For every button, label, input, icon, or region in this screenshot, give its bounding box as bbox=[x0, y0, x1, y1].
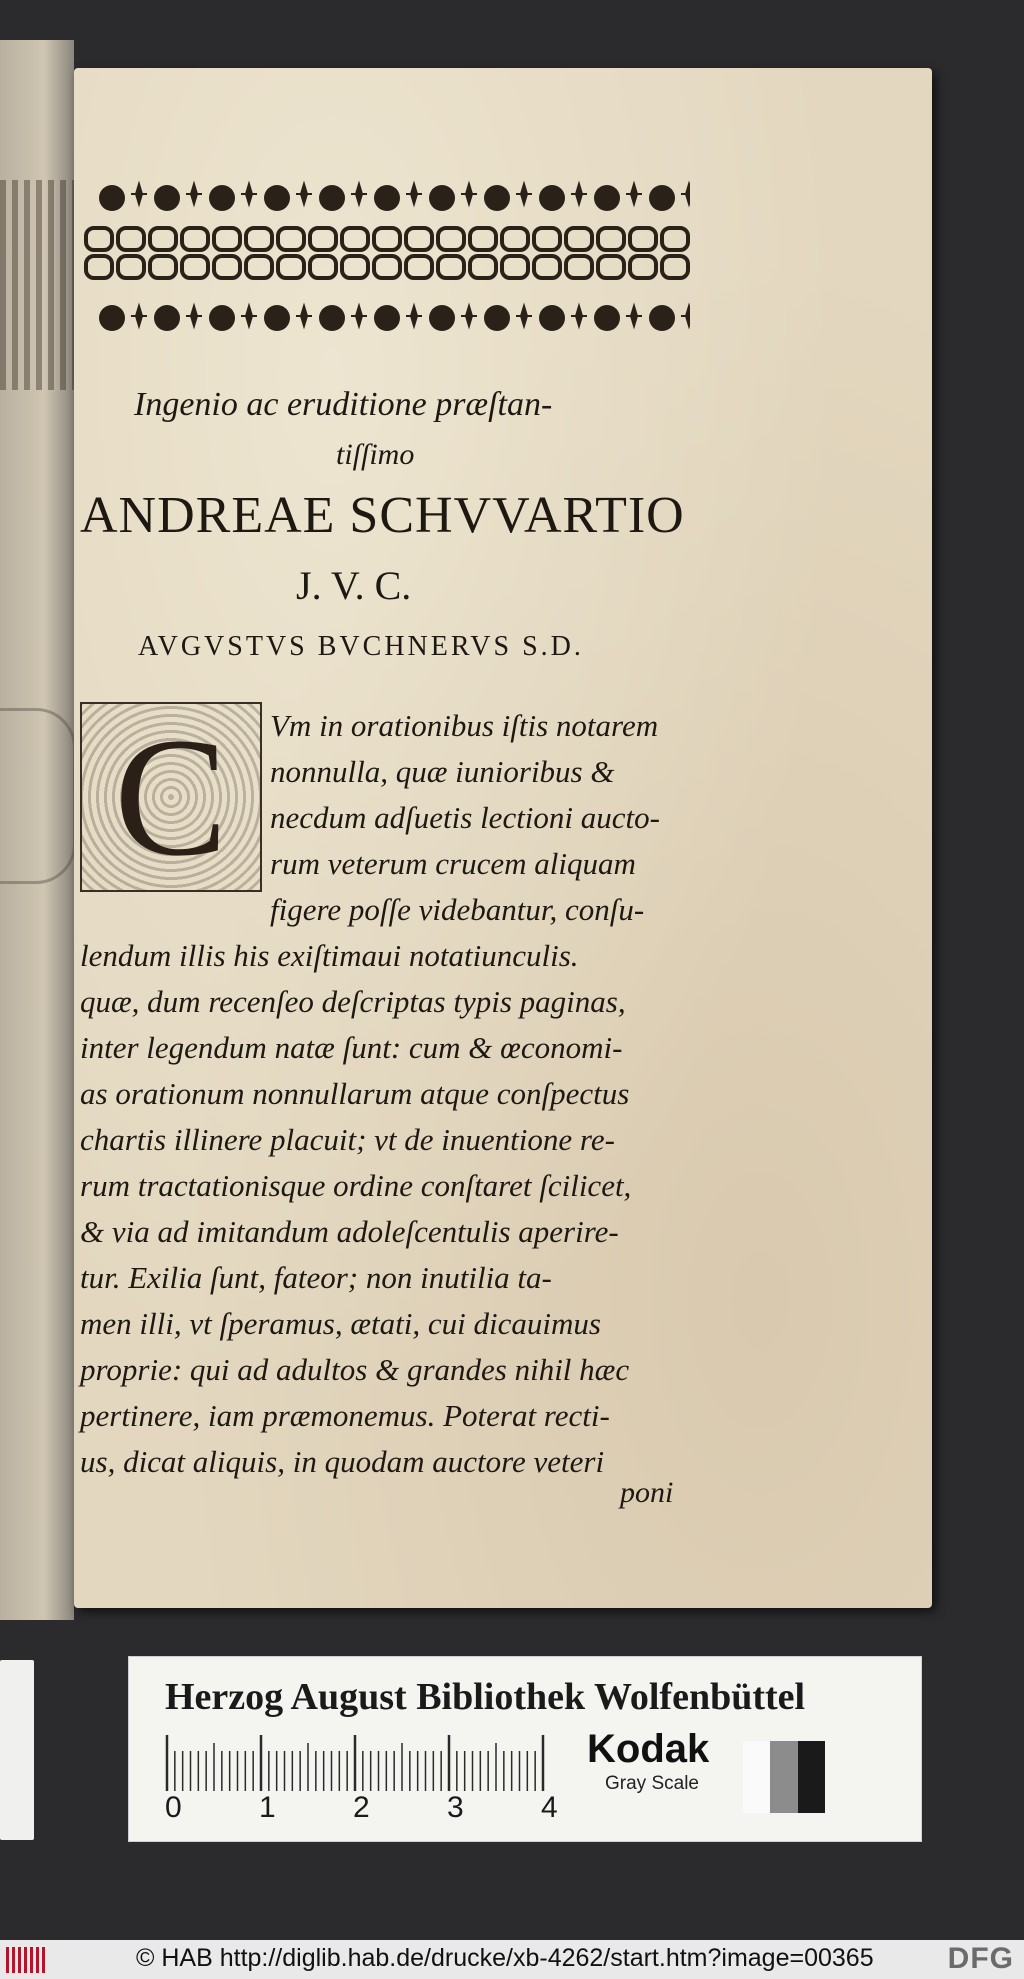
author-salutation: AVGVSTVS BVCHNERVS S.D. bbox=[138, 631, 584, 662]
body-line: quæ, dum recenſeo deſcriptas typis paginas, bbox=[80, 984, 626, 1019]
body-line: us, dicat aliquis, in quodam auctore veteri bbox=[80, 1444, 605, 1479]
hab-logo-icon bbox=[6, 1947, 46, 1973]
facing-page-ornament bbox=[0, 180, 74, 390]
ruler-scale bbox=[165, 1735, 545, 1791]
body-line: rum tractationisque ordine conſtaret ſcilicet, bbox=[80, 1168, 632, 1203]
library-name: Herzog August Bibliothek Wolfenbüttel bbox=[165, 1676, 806, 1718]
ruler-number: 2 bbox=[353, 1791, 370, 1824]
ruler-number: 3 bbox=[447, 1791, 464, 1824]
body-line: figere poſſe videbantur, conſu- bbox=[270, 892, 645, 927]
body-line: rum veterum crucem aliquam bbox=[270, 846, 636, 881]
body-line: necdum adſuetis lectioni aucto- bbox=[270, 800, 660, 835]
body-line: nonnulla, quæ iunioribus & bbox=[270, 754, 615, 789]
catchword: poni bbox=[620, 1476, 674, 1509]
body-line: & via ad imitandum adoleſcentulis aperire- bbox=[80, 1214, 619, 1249]
dedication-heading-line-1: Ingenio ac eruditione præſtan- bbox=[134, 386, 553, 423]
body-line: proprie: qui ad adultos & grandes nihil hæc bbox=[80, 1352, 630, 1387]
recipient-title: J. V. C. bbox=[296, 563, 412, 608]
body-line: lendum illis his exiſtimaui notatiunculis. bbox=[80, 938, 579, 973]
facing-page-initial bbox=[0, 708, 74, 884]
printers-ornament-band bbox=[82, 170, 690, 346]
body-line: chartis illinere placuit; vt de inuentione re- bbox=[80, 1122, 615, 1157]
dedication-heading-line-2: tiſſimo bbox=[336, 438, 415, 471]
footer-credit-link[interactable]: © HAB http://diglib.hab.de/drucke/xb-4262/start.htm?image=00365 bbox=[136, 1944, 874, 1972]
ruler-number: 1 bbox=[259, 1791, 276, 1824]
color-target-card bbox=[128, 1656, 922, 1842]
dfg-logo: DFG bbox=[947, 1942, 1014, 1975]
ruler-number: 0 bbox=[165, 1791, 182, 1824]
book-page bbox=[74, 68, 932, 1608]
gray-scale-patch bbox=[743, 1741, 825, 1813]
recipient-name: ANDREAE SCHVVARTIO bbox=[80, 487, 685, 544]
body-line: men illi, vt ſperamus, ætati, cui dicauimus bbox=[80, 1306, 601, 1341]
decorated-initial bbox=[80, 702, 262, 892]
body-line: inter legendum natæ ſunt: cum & œconomi- bbox=[80, 1030, 623, 1065]
facing-page-edge bbox=[0, 40, 74, 1620]
body-line: Vm in orationibus iſtis notarem bbox=[270, 708, 659, 743]
kodak-logo: Kodak bbox=[587, 1727, 710, 1771]
gray-scale-label: Gray Scale bbox=[605, 1773, 699, 1794]
body-line: pertinere, iam præmonemus. Poterat recti- bbox=[80, 1398, 610, 1433]
body-line: tur. Exilia ſunt, fateor; non inutilia ta- bbox=[80, 1260, 552, 1295]
ruler-number: 4 bbox=[541, 1791, 558, 1824]
initial-letter: C bbox=[114, 703, 228, 891]
left-card-edge bbox=[0, 1660, 34, 1840]
body-line: as orationum nonnullarum atque conſpectus bbox=[80, 1076, 630, 1111]
footer-bar bbox=[0, 1940, 1024, 1979]
